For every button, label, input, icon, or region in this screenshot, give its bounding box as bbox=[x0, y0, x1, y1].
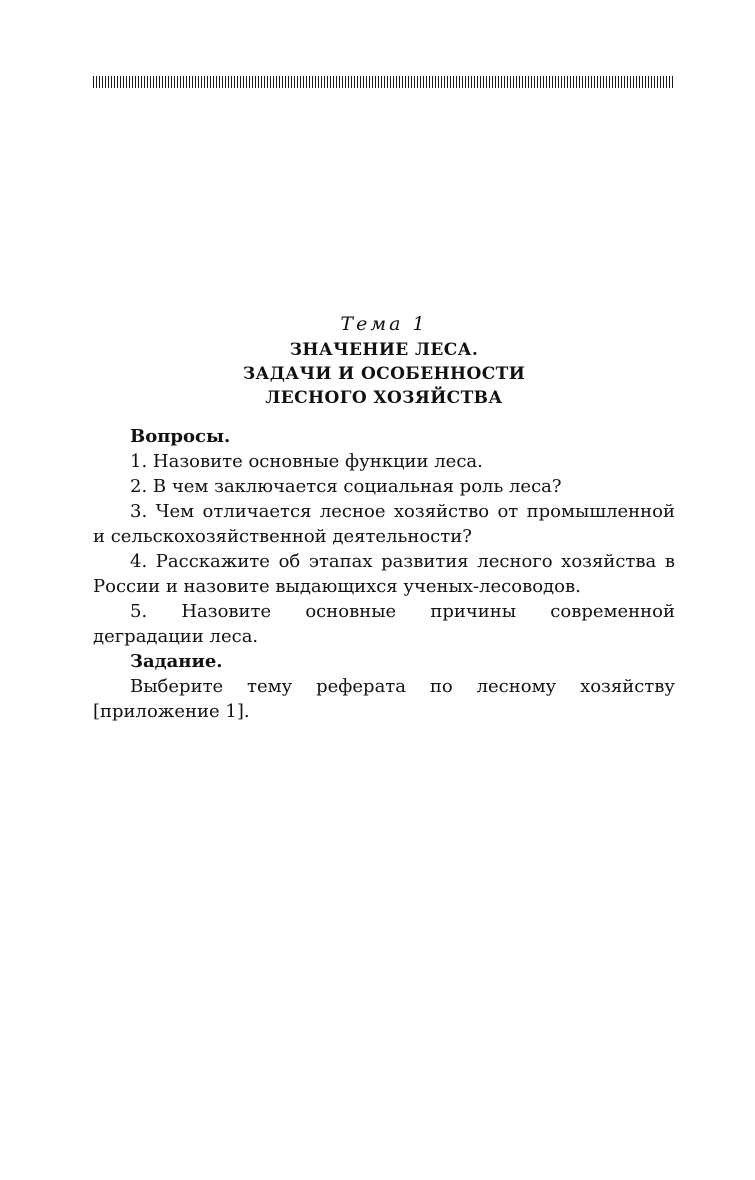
question-item: 2. В чем заключается социальная роль леса? bbox=[130, 476, 562, 497]
question-item: 1. Назовите основные функции леса. bbox=[130, 451, 483, 472]
chapter-title-line: ЛЕСНОГО ХОЗЯЙСТВА bbox=[265, 388, 503, 408]
questions-heading: Вопросы. bbox=[130, 426, 231, 447]
question-item: 4. Расскажите об этапах развития лесного хозяйства в России и назовите выдающихся ученых-лесоводов. bbox=[93, 551, 675, 597]
body-text bbox=[93, 424, 675, 724]
chapter-title bbox=[93, 338, 675, 410]
question-item: 3. Чем отличается лесное хозяйство от промышленной и сельскохозяйственной деятельности? bbox=[93, 501, 675, 547]
task-text: Выберите тему реферата по лесному хозяйству [приложение 1]. bbox=[93, 676, 675, 722]
question-item: 5. Назовите основные причины современной деградации леса. bbox=[93, 601, 675, 647]
topic-label: Тема 1 bbox=[340, 313, 428, 335]
chapter-title-line: ЗНАЧЕНИЕ ЛЕСА. bbox=[289, 340, 479, 360]
task-heading: Задание. bbox=[130, 651, 223, 672]
chapter-title-line: ЗАДАЧИ И ОСОБЕННОСТИ bbox=[242, 364, 526, 384]
header-decorative-rule bbox=[93, 76, 675, 88]
